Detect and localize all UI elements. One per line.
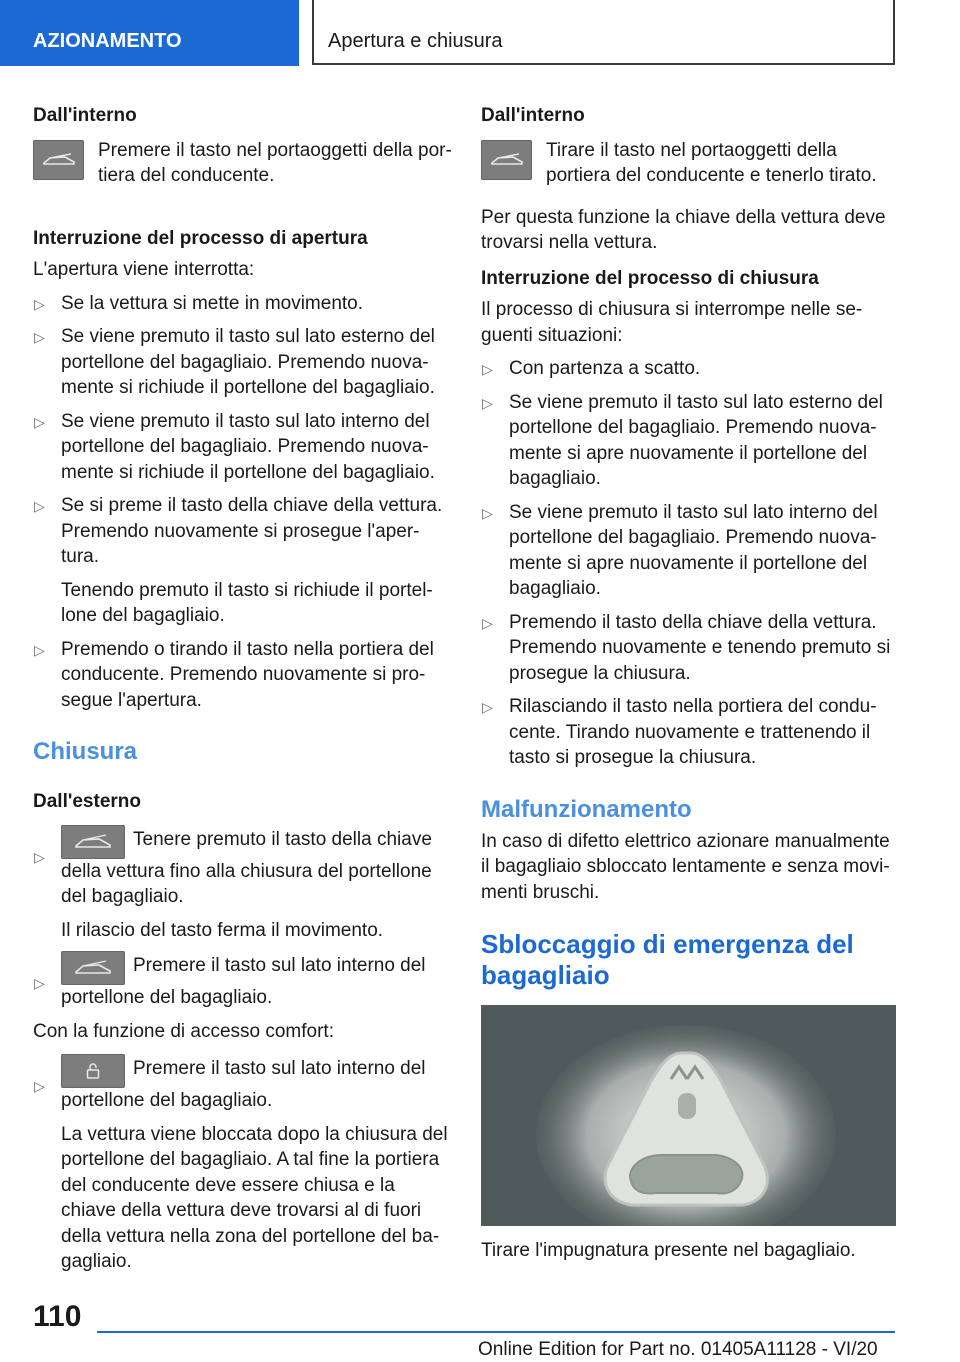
heading-chiusura: Chiusura xyxy=(33,738,138,765)
tailgate-button-icon xyxy=(61,951,125,985)
interrupt-intro: L'apertura viene interrotta: xyxy=(33,259,255,280)
inside-instruction xyxy=(33,138,453,189)
bullet-triangle-icon: ▷ xyxy=(482,699,493,715)
list-item: ▷ Con partenza a scatto. xyxy=(481,356,898,382)
lock-button-icon xyxy=(61,1054,125,1088)
page-title: Apertura e chiusura xyxy=(312,0,895,65)
tailgate-button-icon xyxy=(481,140,532,180)
list-item: ▷ Se si preme il tasto della chiave della vettura. Premendo nuovamente si prosegue l'aper-tura. Tenendo premuto il tasto si richiude il portel-lone del bagagliaio. xyxy=(33,493,453,629)
comfort-intro: Con la funzione di accesso comfort: xyxy=(33,1020,334,1042)
list-item: ▷ Se viene premuto il tasto sul lato esterno del portellone del bagagliaio. Premendo nuova-mente si apre nuovamente il portellone del bagagliaio. xyxy=(482,391,883,489)
list-item: ▷ Premere il tasto sul lato interno del portellone del bagagliaio. xyxy=(33,951,453,1011)
emergency-handle-photo xyxy=(481,1005,896,1226)
interrupt-intro: Il processo di chiusura si interrompe nelle se-guenti situazioni: xyxy=(481,299,863,346)
section-tab: AZIONAMENTO xyxy=(0,0,299,66)
page-number: 110 xyxy=(33,1300,82,1333)
heading-outside: Dall'esterno xyxy=(33,791,141,812)
heading-interrupt-opening: Interruzione del processo di apertura xyxy=(33,227,368,249)
list-item: ▷ Premendo il tasto della chiave della vettura. Premendo nuovamente e tenendo premuto si prosegue la chiusura. xyxy=(482,611,891,684)
heading-emergency-release: Sbloccaggio di emergenza del bagagliaio xyxy=(481,929,854,990)
bullet-triangle-icon: ▷ xyxy=(482,504,493,521)
bullet-triangle-icon: ▷ xyxy=(34,498,45,514)
tailgate-button-icon xyxy=(61,825,125,859)
footer-divider xyxy=(97,1331,895,1333)
bullet-triangle-icon: ▷ xyxy=(482,361,493,377)
list-item: ▷ Rilasciando il tasto nella portiera del condu-cente. Tirando nuovamente e trattenendo il tasto si prosegue la chiusura. xyxy=(482,696,877,768)
malfunction-text: In caso di difetto elettrico azionare manualmente il bagagliaio sbloccato lentamente e senza movi-menti bruschi. xyxy=(481,830,890,903)
bullet-triangle-icon: ▷ xyxy=(34,641,45,658)
list-item: ▷ Premendo o tirando il tasto nella portiera del conducente. Premendo nuovamente si pro-segue l'apertura. xyxy=(34,638,434,711)
handle-illustration xyxy=(481,1005,896,1226)
heading-interrupt-closing: Interruzione del processo di chiusura xyxy=(481,267,819,289)
list-item: ▷ Se viene premuto il tasto sul lato interno del portellone del bagagliaio. Premendo nuova-mente si apre nuovamente il portellone del bagagliaio. xyxy=(482,501,878,599)
bullet-triangle-icon: ▷ xyxy=(34,848,45,865)
heading-inside: Dall'interno xyxy=(481,105,585,126)
bullet-triangle-icon: ▷ xyxy=(34,1078,45,1094)
edition-note: Online Edition for Part no. 01405A11128 - VI/20 xyxy=(478,1339,878,1360)
bullet-triangle-icon: ▷ xyxy=(34,975,45,991)
heading-inside: Dall'interno xyxy=(33,105,137,126)
right-column xyxy=(481,103,898,1264)
heading-malfunction: Malfunzionamento xyxy=(481,795,692,823)
inside-text: Tirare il tasto nel portaoggetti della portiera del conducente e tenerlo tirato. xyxy=(546,139,877,186)
list-item-extra: La vettura viene bloccata dopo la chiusura del portellone del bagagliaio. A tal fine la portiera del conducente deve essere chiusa e la chiave della vettura deve trovarsi al di fuori della vettura nella zona del portellone del ba-gagliaio. xyxy=(61,1123,448,1272)
tailgate-button-icon xyxy=(33,140,84,180)
list-item: ▷ Se viene premuto il tasto sul lato interno del portellone del bagagliaio. Premendo nuova-mente si richiude il portellone del bagagliaio. xyxy=(34,410,435,483)
list-item: ▷ Se viene premuto il tasto sul lato esterno del portellone del bagagliaio. Premendo nuova-mente si richiude il portellone del bagagliaio. xyxy=(34,326,435,398)
bullet-triangle-icon: ▷ xyxy=(34,329,45,345)
list-item-extra: Il rilascio del tasto ferma il movimento. xyxy=(61,919,384,941)
inside-instruction xyxy=(481,138,898,189)
list-item: ▷ Tenere premuto il tasto della chiave della vettura fino alla chiusura del portellone del bagagliaio. Il rilascio del tasto ferma il movimento. xyxy=(33,825,453,944)
left-column xyxy=(33,103,453,1275)
list-item-extra: Tenendo premuto il tasto si richiude il portel-lone del bagagliaio. xyxy=(61,579,433,626)
bullet-triangle-icon: ▷ xyxy=(482,394,493,411)
bullet-triangle-icon: ▷ xyxy=(482,614,493,631)
inside-text: Premere il tasto nel portaoggetti della por-tiera del conducente. xyxy=(98,139,452,186)
bullet-triangle-icon: ▷ xyxy=(34,413,45,430)
key-note: Per questa funzione la chiave della vettura deve trovarsi nella vettura. xyxy=(481,206,886,253)
list-item: ▷ Se la vettura si mette in movimento. xyxy=(33,291,453,317)
photo-caption: Tirare l'impugnatura presente nel bagagliaio. xyxy=(481,1240,856,1261)
bullet-triangle-icon: ▷ xyxy=(34,295,45,312)
list-item: ▷ Premere il tasto sul lato interno del portellone del bagagliaio. La vettura viene bloccata dopo la chiusura del portellone del bagagliaio. A tal fine la portiera del conducente deve essere chiusa e la chiave della vettura deve trovarsi al di fuori della vettura nella zona del portellone del ba-gagliaio. xyxy=(33,1054,453,1275)
